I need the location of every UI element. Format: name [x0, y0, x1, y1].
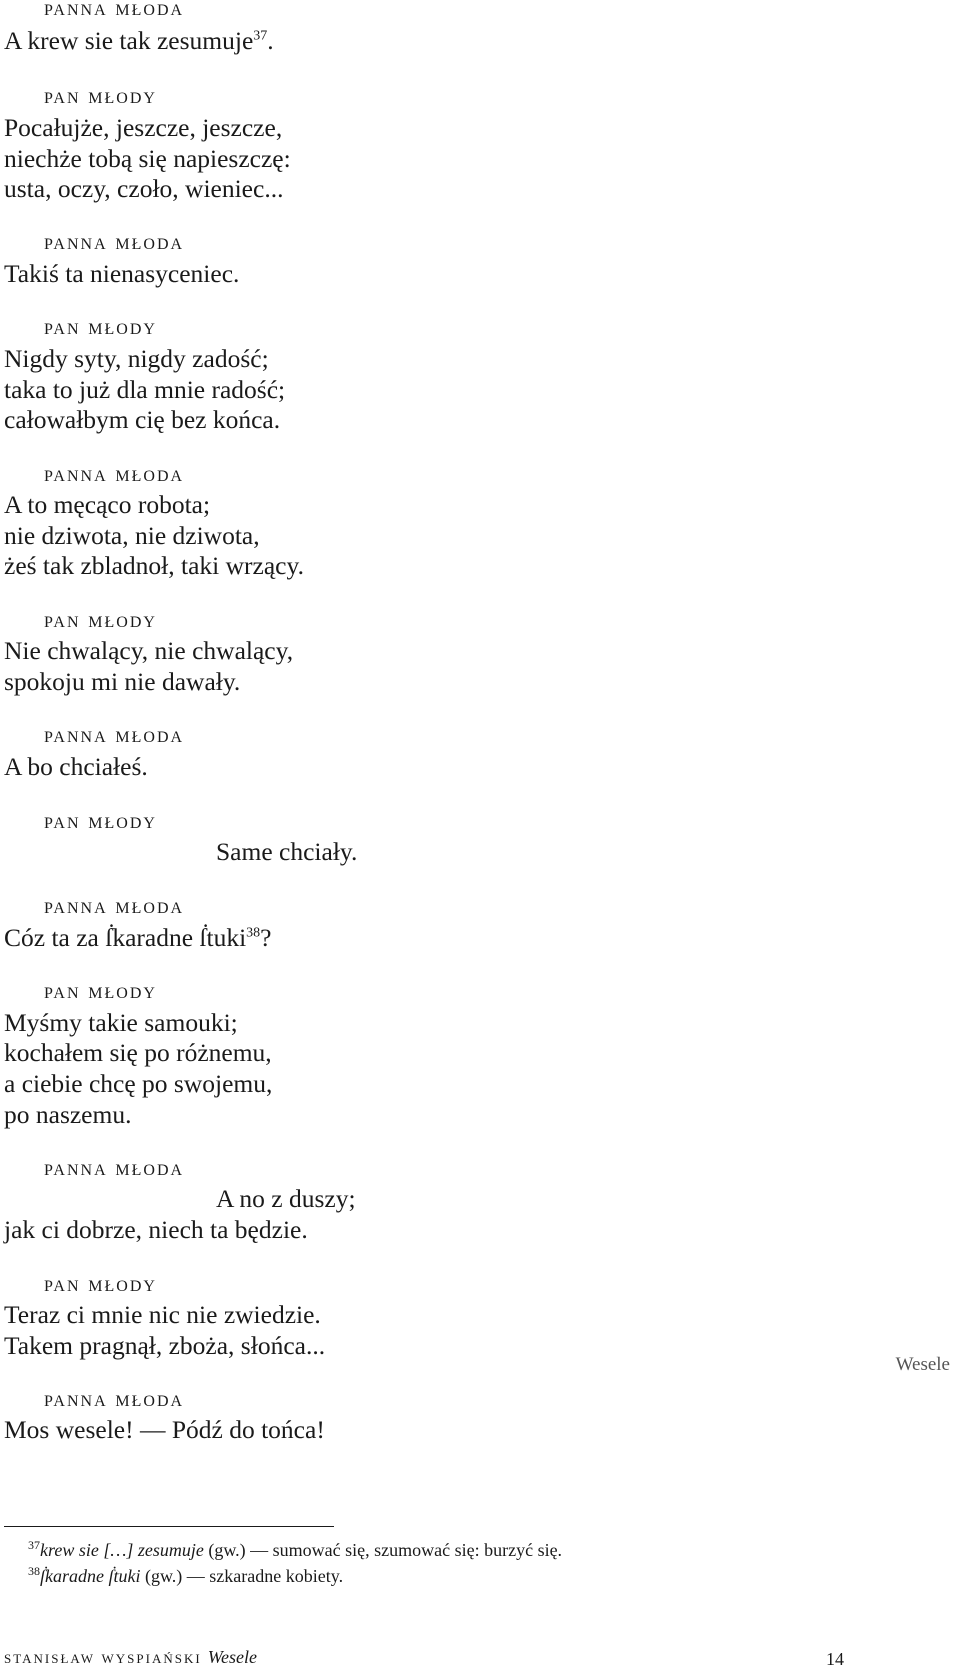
verse-line: Same chciały.	[216, 837, 358, 866]
verse-line: taka to już dla mnie radość;	[4, 375, 286, 404]
verse-line: kochałem się po różnemu,	[4, 1038, 272, 1067]
speaker-label: pan młody	[44, 978, 157, 1003]
verse-line: Myśmy takie samouki;	[4, 1008, 238, 1037]
speaker-label: pan młody	[44, 314, 157, 339]
footer-author: stanisław wyspiański	[4, 1647, 202, 1667]
footnote-ref-37[interactable]: 37	[253, 28, 268, 44]
verse-line: spokoju mi nie dawały.	[4, 667, 241, 696]
speaker-label: panna młoda	[44, 893, 185, 918]
verse-line: Cóz ta za ẛkaradne ẛtuki$^{38}$?	[4, 923, 272, 952]
verse-line: całowałbym cię bez końca.	[4, 405, 281, 434]
verse-line: Mos wesele! — Pódź do tońca!	[4, 1415, 325, 1444]
verse-line: Teraz ci mnie nic nie zwiedzie.	[4, 1300, 321, 1329]
page-number: 14	[826, 1649, 844, 1669]
verse-line: Pocałujże, jeszcze, jeszcze,	[4, 113, 283, 142]
verse-line: żeś tak zbladnoł, taki wrzący.	[4, 551, 304, 580]
verse-line: A bo chciałeś.	[4, 752, 148, 781]
speaker-label: panna młoda	[44, 1155, 185, 1180]
footnote-ref-38[interactable]: 38	[246, 925, 261, 941]
verse-line: nie dziwota, nie dziwota,	[4, 521, 260, 550]
verse-line: a ciebie chcę po swojemu,	[4, 1069, 273, 1098]
speaker-label: panna młoda	[44, 0, 185, 20]
speaker-label: panna młoda	[44, 722, 185, 747]
verse-line: po naszemu.	[4, 1100, 132, 1129]
verse-line: jak ci dobrze, niech ta będzie.	[4, 1215, 308, 1244]
verse-line: A krew sie tak zesumuje$^{37}$.	[4, 26, 274, 55]
speaker-label: panna młoda	[44, 1386, 185, 1411]
verse-line: Takem pragnął, zboża, słońca...	[4, 1331, 326, 1360]
footer-title: Wesele	[207, 1647, 258, 1667]
speaker-label: panna młoda	[44, 229, 185, 254]
margin-note-link[interactable]: Wesele	[895, 1354, 950, 1375]
speaker-label: pan młody	[44, 607, 157, 632]
verse-line: Takiś ta nienasyceniec.	[4, 259, 240, 288]
verse-line: A to męcąco robota;	[4, 490, 211, 519]
speaker-label: pan młody	[44, 1271, 157, 1296]
verse-line: usta, oczy, czoło, wieniec...	[4, 174, 284, 203]
running-footer	[4, 1648, 257, 1666]
footnote-38: $^{38}$ẛkaradne ẛtuki (gw.) — szkaradne kobiety.	[28, 1564, 344, 1586]
footnote-37: $^{37}$krew sie […] zesumuje (gw.) — sumować się, szumować się: burzyć się.	[28, 1538, 563, 1560]
verse-line: A no z duszy;	[216, 1184, 356, 1213]
verse-line: Nigdy syty, nigdy zadość;	[4, 344, 269, 373]
footnote-divider	[4, 1526, 334, 1527]
speaker-label: pan młody	[44, 83, 157, 108]
speaker-label: pan młody	[44, 808, 157, 833]
verse-line: niechże tobą się napieszczę:	[4, 144, 291, 173]
verse-line: Nie chwalący, nie chwalący,	[4, 636, 294, 665]
speaker-label: panna młoda	[44, 461, 185, 486]
